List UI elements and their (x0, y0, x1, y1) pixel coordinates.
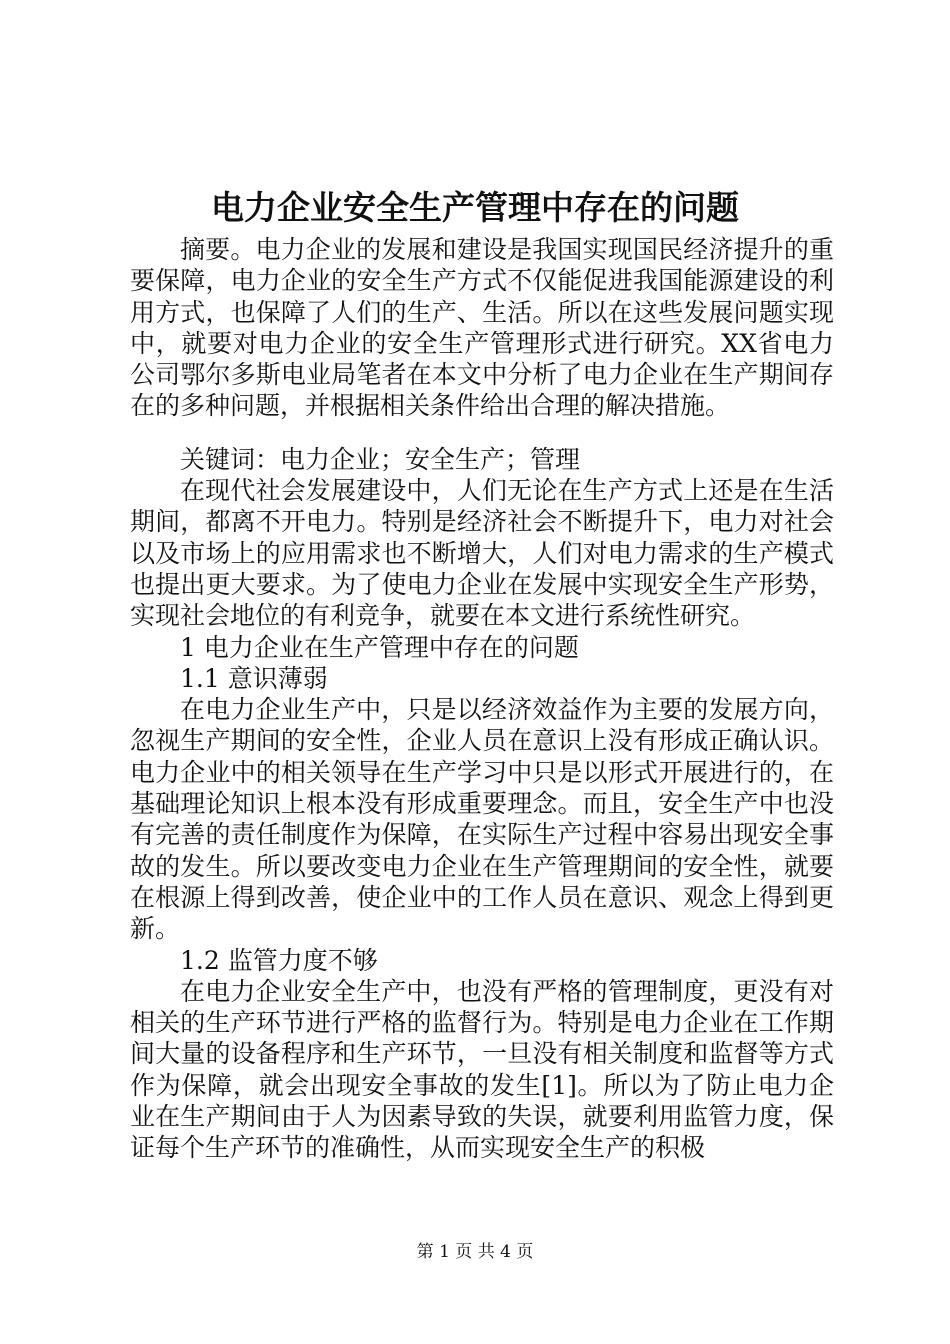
abstract-paragraph: 摘要。电力企业的发展和建设是我国实现国民经济提升的重要保障，电力企业的安全生产方式不仅能促进我国能源建设的利用方式，也保障了人们的生产、生活。所以在这些发展问题实现中，就要对电力企业的安全生产管理形式进行研究。XX省电力公司鄂尔多斯电业局笔者在本文中分析了电力企业在生产期间存在的多种问题，并根据相关条件给出合理的解决措施。 (130, 235, 834, 421)
page-number-footer: 第 1 页 共 4 页 (416, 1242, 534, 1262)
subsection-paragraph-1-1: 在电力企业生产中，只是以经济效益作为主要的发展方向，忽视生产期间的安全性，企业人员在意识上没有形成正确认识。电力企业中的相关领导在生产学习中只是以形式开展进行的，在基础理论知识上根本没有形成重要理念。而且，安全生产中也没有完善的责任制度作为保障，在实际生产过程中容易出现安全事故的发生。所以要改变电力企业在生产管理期间的安全性，就要在根源上得到改善，使企业中的工作人员在意识、观念上得到更新。 (130, 695, 834, 944)
subsection-paragraph-1-2: 在电力企业安全生产中，也没有严格的管理制度，更没有对相关的生产环节进行严格的监督行为。特别是电力企业在工作期间大量的设备程序和生产环节，一旦没有相关制度和监督等方式作为保障，就会出现安全事故的发生[1]。所以为了防止电力企业在生产期间由于人为因素导致的失误，就要利用监管力度，保证每个生产环节的准确性，从而实现安全生产的积极 (130, 976, 834, 1163)
document-title: 电力企业安全生产管理中存在的问题 (211, 188, 739, 227)
document-body (130, 234, 834, 1164)
subsection-heading-1-2: 1.2 监管力度不够 (180, 945, 378, 975)
intro-paragraph: 在现代社会发展建设中，人们无论在生产方式上还是在生活期间，都离不开电力。特别是经济社会不断提升下，电力对社会以及市场上的应用需求也不断增大，人们对电力需求的生产模式也提出更大要求。为了使电力企业在发展中实现安全生产形势，实现社会地位的有利竞争，就要在本文进行系统性研究。 (130, 476, 834, 631)
subsection-heading-1-1: 1.1 意识薄弱 (180, 663, 328, 693)
keywords-line: 关键词：电力企业；安全生产；管理 (180, 444, 581, 474)
section-heading: 1 电力企业在生产管理中存在的问题 (180, 632, 579, 662)
